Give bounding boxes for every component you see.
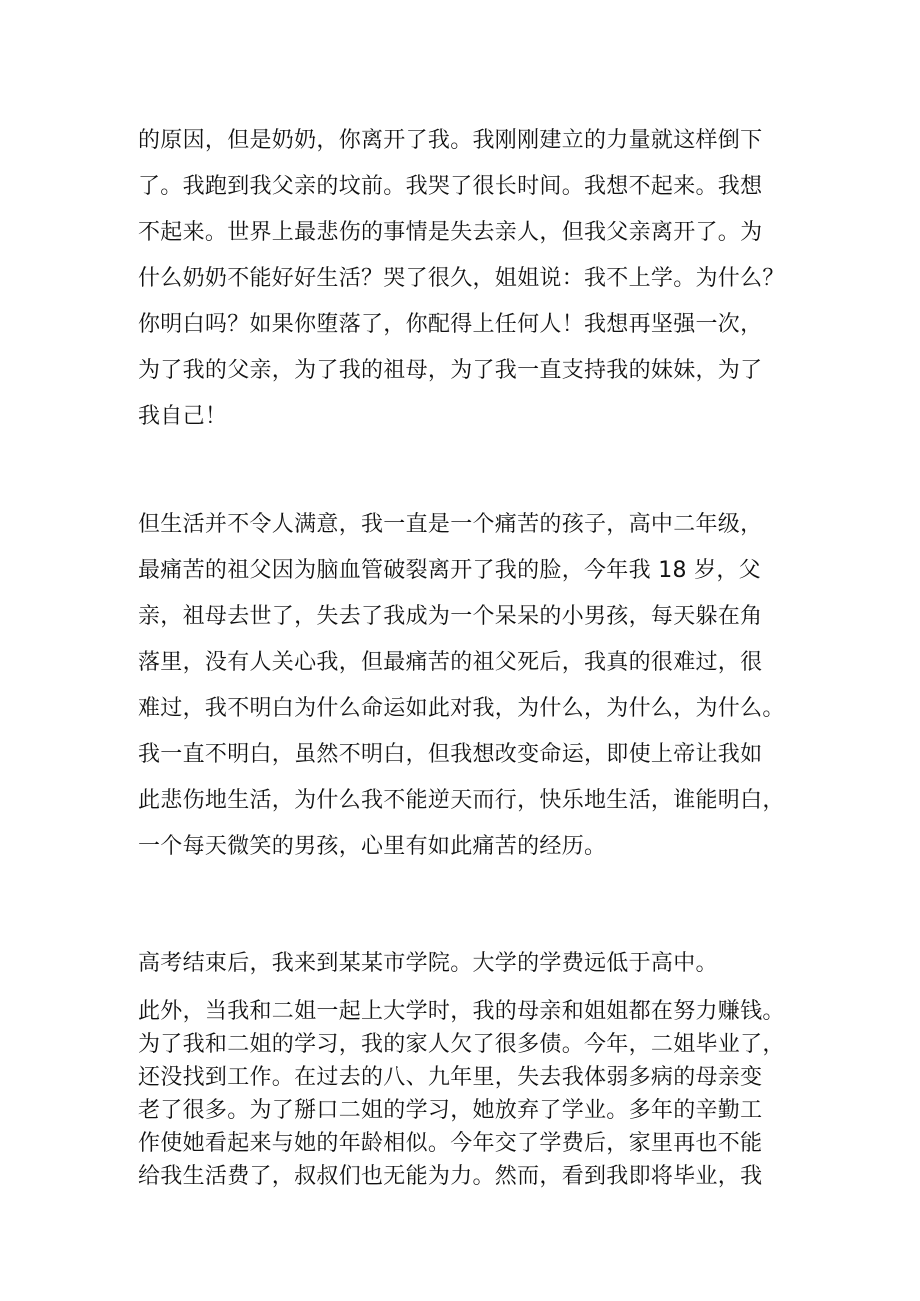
text-line: 但生活并不令人满意，我一直是一个痛苦的孩子，高中二年级， bbox=[138, 512, 763, 537]
text-line: 此悲伤地生活，为什么我不能逆天而行，快乐地生活，谁能明白， bbox=[138, 788, 785, 813]
text-line: 亲，祖母去世了，失去了我成为一个呆呆的小男孩，每天躲在角 bbox=[138, 604, 763, 629]
paragraph-1 bbox=[138, 118, 808, 440]
text-line: 难过，我不明白为什么命运如此对我，为什么，为什么，为什么。 bbox=[138, 696, 785, 721]
text-line: 我一直不明白，虽然不明白，但我想改变命运，即使上帝让我如 bbox=[138, 742, 763, 767]
text-line: 什么奶奶不能好好生活？哭了很久，姐姐说：我不上学。为什么？ bbox=[138, 266, 785, 291]
text-line: 的原因，但是奶奶，你离开了我。我刚刚建立的力量就这样倒下 bbox=[138, 128, 763, 153]
text-line: 为了我和二姐的学习，我的家人欠了很多债。今年，二姐毕业了， bbox=[138, 1032, 785, 1057]
text-line: 落里，没有人关心我，但最痛苦的祖父死后，我真的很难过，很 bbox=[138, 650, 763, 675]
text-line: 高考结束后，我来到某某市学院。大学的学费远低于高中。 bbox=[138, 951, 718, 976]
paragraph-2 bbox=[138, 502, 808, 870]
text-line: 还没找到工作。在过去的八、九年里，失去我体弱多病的母亲变 bbox=[138, 1065, 763, 1090]
text-line: 了。我跑到我父亲的坟前。我哭了很长时间。我想不起来。我想 bbox=[138, 174, 763, 199]
text-line: 此外，当我和二姐一起上大学时，我的母亲和姐姐都在努力赚钱。 bbox=[138, 999, 785, 1024]
text-line: 作使她看起来与她的年龄相似。今年交了学费后，家里再也不能 bbox=[138, 1131, 763, 1156]
text-line: 老了很多。为了掰口二姐的学习，她放弃了学业。多年的辛勤工 bbox=[138, 1098, 763, 1123]
text-line: 我自己！ bbox=[138, 404, 228, 429]
paragraph-4 bbox=[138, 995, 808, 1193]
paragraph-3 bbox=[138, 944, 808, 984]
text-line: 最痛苦的祖父因为脑血管破裂离开了我的脸，今年我 18 岁，父 bbox=[138, 558, 761, 583]
text-line: 不起来。世界上最悲伤的事情是失去亲人，但我父亲离开了。为 bbox=[138, 220, 763, 245]
text-line: 你明白吗？如果你堕落了，你配得上任何人！我想再坚强一次， bbox=[138, 312, 763, 337]
text-line: 给我生活费了，叔叔们也无能为力。然而，看到我即将毕业，我 bbox=[138, 1164, 763, 1189]
text-line: 为了我的父亲，为了我的祖母，为了我一直支持我的妹妹，为了 bbox=[138, 358, 763, 383]
text-line: 一个每天微笑的男孩，心里有如此痛苦的经历。 bbox=[138, 834, 607, 859]
